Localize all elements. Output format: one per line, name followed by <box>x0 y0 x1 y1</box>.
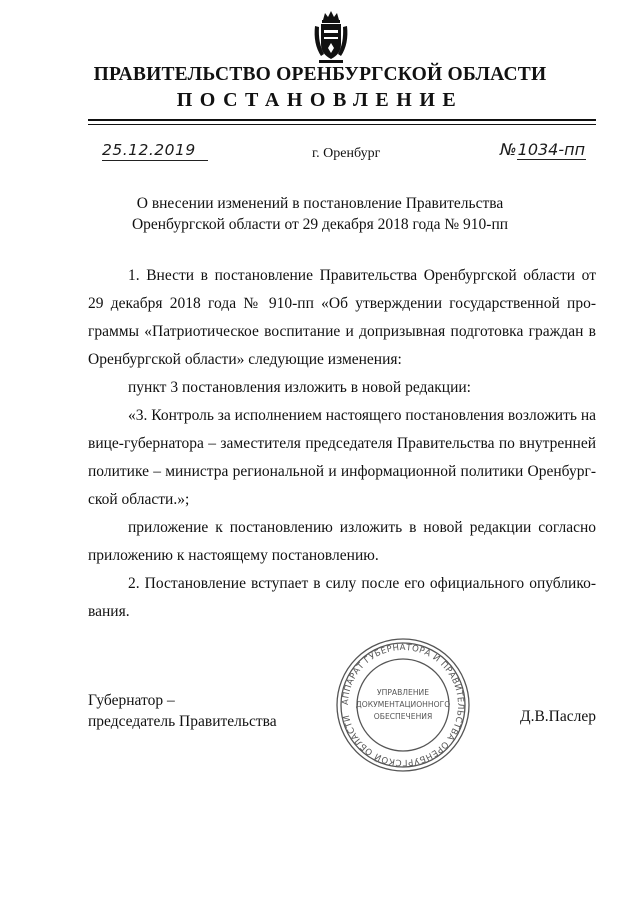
document-subject <box>0 193 640 235</box>
seal-center-line: ДОКУМЕНТАЦИОННОГО <box>355 700 451 709</box>
body-paragraph: «3. Контроль за исполнением настоящего постановления возложить на вице-губернатора – заместителя председателя Правительства по внутренней политике – министра региональной и информационной политики Оренбургской области.»; <box>88 407 596 508</box>
body-paragraph: 1. Внести в постановление Правительства Оренбургской области от 29 декабря 2018 года № 910-пп «Об утверждении государственной программы «Патриотическое воспитание и допризывная подготовка граждан в Оренбургской области» следующие изменения: <box>88 267 596 368</box>
official-seal-stamp <box>333 635 473 775</box>
document-type-title: ПОСТАНОВЛЕНИЕ <box>176 89 464 111</box>
header-rule-thick <box>88 119 596 121</box>
city-label: г. Оренбург <box>312 146 381 161</box>
signatory-title-line: председатель Правительства <box>88 713 277 730</box>
seal-ring-text: АППАРАТ ГУБЕРНАТОРА И ПРАВИТЕЛЬСТВА ОРЕНБУРГСКОЙ ОБЛАСТИ <box>340 642 466 768</box>
subject-line: О внесении изменений в постановление Правительства <box>136 195 504 212</box>
signatory-name: Д.В.Паслер <box>520 708 596 725</box>
document-number <box>500 140 586 159</box>
body-paragraph: приложение к постановлению изложить в новой редакции согласно приложению к настоящему постановлению. <box>88 519 596 564</box>
document-body <box>88 262 596 626</box>
oblast-coat-of-arms-icon <box>311 10 351 66</box>
signatory-title <box>88 690 277 732</box>
number-sign: № <box>500 140 517 159</box>
body-paragraph: 2. Постановление вступает в силу после его официального опубликования. <box>88 575 596 620</box>
seal-center-line: УПРАВЛЕНИЕ <box>376 688 430 697</box>
signatory-title-line: Губернатор – <box>88 692 175 709</box>
header-rule-thin <box>88 124 596 125</box>
subject-line: Оренбургской области от 29 декабря 2018 года № 910-пп <box>131 216 509 233</box>
number-value: 1034-пп <box>517 140 586 159</box>
seal-center-line: ОБЕСПЕЧЕНИЯ <box>373 712 433 721</box>
government-title: ПРАВИТЕЛЬСТВО ОРЕНБУРГСКОЙ ОБЛАСТИ <box>93 64 547 85</box>
body-paragraph: пункт 3 постановления изложить в новой редакции: <box>128 379 471 396</box>
document-date: 25.12.2019 <box>102 141 208 161</box>
